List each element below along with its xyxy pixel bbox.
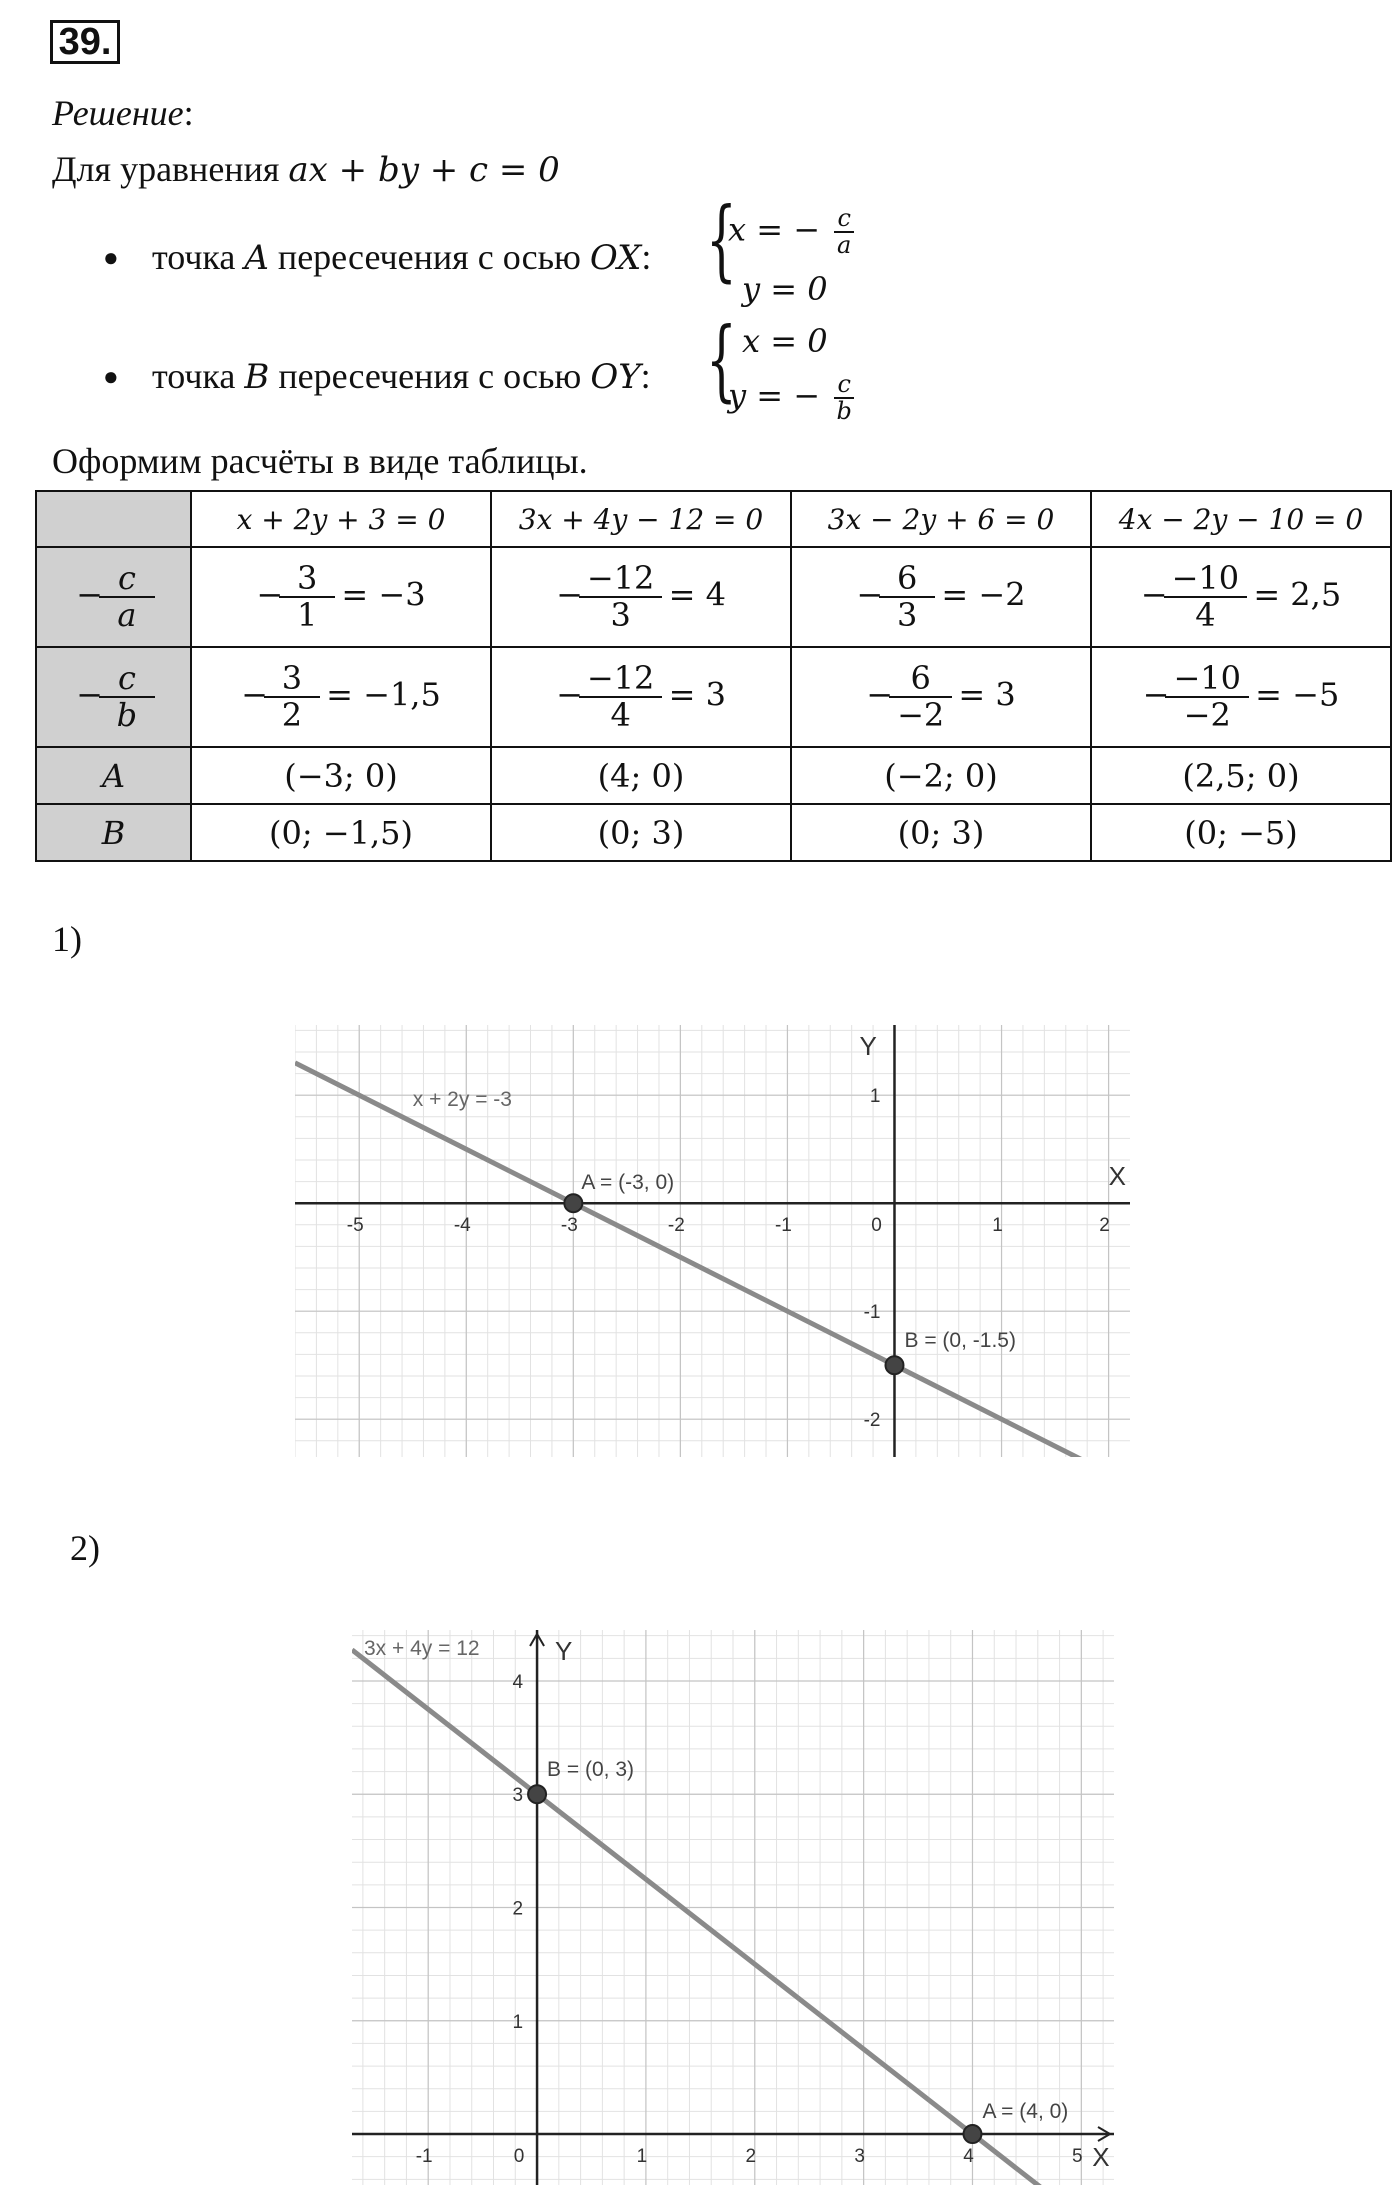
point-label: A = (4, 0): [982, 2100, 1069, 2124]
point-marker: [963, 2125, 981, 2143]
x-tick-label: 2: [745, 2146, 757, 2168]
y-tick-label: -1: [863, 1302, 881, 1324]
problem-number: 39.: [50, 20, 120, 64]
y-axis-label: Y: [555, 1636, 573, 1666]
x-tick-label: 2: [1099, 1215, 1110, 1237]
bullet-2-text: точка B пересечения с осью OY:: [152, 356, 651, 397]
y-tick-label: 4: [512, 1671, 524, 1693]
table-corner-cell: [36, 491, 191, 547]
point-marker: [885, 1356, 903, 1374]
intro-equation: ax + by + c = 0: [288, 150, 560, 190]
row-label-cb: − $\frac{c}{b}$: [36, 647, 191, 747]
bullet-1-sys-line1: x = − $\frac{c}{a}$: [728, 206, 854, 258]
y-tick-label: -2: [863, 1410, 881, 1432]
table-row-a: [36, 747, 1391, 804]
intro-line: [52, 148, 560, 190]
x-axis-label: X: [1108, 1161, 1126, 1192]
row-label-b: B: [36, 804, 191, 861]
table-cell: − $\frac{6}{-2}$ = 3: [791, 647, 1091, 747]
point-label: B = (0, -1.5): [904, 1329, 1016, 1353]
bullet-2-sys-line2: y = − $\frac{c}{b}$: [728, 372, 854, 424]
table-row-cb: [36, 647, 1391, 747]
system-brace: {: [706, 308, 737, 411]
point-label: A = (-3, 0): [581, 1171, 675, 1195]
calc-table: [35, 490, 1392, 862]
table-cell: (0; 3): [791, 804, 1091, 861]
x-tick-label: -1: [774, 1215, 792, 1237]
table-cell: − $\frac{-12}{4}$ = 3: [491, 647, 791, 747]
y-tick-label: 3: [512, 1785, 524, 1807]
table-intro: Оформим расчёты в виде таблицы.: [52, 441, 588, 481]
x-tick-label: 0: [871, 1215, 882, 1237]
x-tick-label: 5: [1072, 2146, 1083, 2168]
table-cell: (0; 3): [491, 804, 791, 861]
table-row-b: [36, 804, 1391, 861]
table-cell: − $\frac{6}{3}$ = −2: [791, 547, 1091, 647]
table-header: x + 2y + 3 = 0: [191, 491, 491, 547]
x-tick-label: 3: [854, 2146, 865, 2168]
table-cell: − $\frac{3}{2}$ = −1,5: [191, 647, 491, 747]
x-tick-label: 1: [636, 2146, 648, 2168]
bullet-1-sys-line2: y = 0: [742, 270, 828, 308]
equation-label: x + 2y = -3: [412, 1088, 512, 1111]
table-header: 3x + 4y − 12 = 0: [491, 491, 791, 547]
y-tick-label: 1: [512, 2011, 524, 2033]
x-tick-label: 4: [963, 2146, 974, 2168]
x-tick-label: -4: [453, 1215, 471, 1237]
table-cell: (−2; 0): [791, 747, 1091, 804]
point-marker: [564, 1194, 582, 1212]
point-label: B = (0, 3): [547, 1758, 635, 1782]
table-cell: − $\frac{3}{1}$ = −3: [191, 547, 491, 647]
table-cell: (2,5; 0): [1091, 747, 1391, 804]
y-axis-label: Y: [859, 1031, 877, 1061]
bullet-2-sys-line1: x = 0: [742, 322, 828, 360]
intro-text: Для уравнения: [52, 149, 280, 189]
table-header-row: [36, 491, 1391, 547]
y-tick-label: 2: [512, 1898, 524, 1920]
table-cell: (0; −5): [1091, 804, 1391, 861]
table-cell: (4; 0): [491, 747, 791, 804]
bullet-dot: ●: [103, 362, 119, 391]
table-header: 3x − 2y + 6 = 0: [791, 491, 1091, 547]
y-tick-label: 1: [869, 1086, 881, 1108]
table-header: 4x − 2y − 10 = 0: [1091, 491, 1391, 547]
graph-1: [295, 1025, 1130, 1457]
row-label-ca: − $\frac{c}{a}$: [36, 547, 191, 647]
graph-1-label: 1): [52, 919, 82, 959]
solution-heading: Решение:: [52, 93, 194, 133]
table-cell: (−3; 0): [191, 747, 491, 804]
system-brace: {: [706, 188, 737, 291]
graph-2: [352, 1630, 1114, 2185]
row-label-a: A: [36, 747, 191, 804]
equation-label: 3x + 4y = 12: [364, 1637, 480, 1660]
x-tick-label: 1: [992, 1215, 1003, 1237]
graph-2-label: 2): [70, 1528, 100, 1568]
x-tick-label: -3: [560, 1215, 578, 1237]
point-marker: [528, 1785, 546, 1803]
table-cell: − $\frac{-10}{4}$ = 2,5: [1091, 547, 1391, 647]
x-tick-label: -2: [667, 1215, 685, 1237]
table-cell: − $\frac{-10}{-2}$ = −5: [1091, 647, 1391, 747]
bullet-dot: ●: [103, 243, 119, 272]
table-cell: − $\frac{-12}{3}$ = 4: [491, 547, 791, 647]
table-cell: (0; −1,5): [191, 804, 491, 861]
x-tick-label: -5: [346, 1215, 364, 1237]
x-tick-label: 0: [513, 2146, 525, 2168]
bullet-1-text: точка A пересечения с осью OX:: [152, 237, 652, 278]
x-tick-label: -1: [415, 2146, 433, 2168]
x-axis-label: X: [1092, 2142, 1110, 2173]
table-row-ca: [36, 547, 1391, 647]
